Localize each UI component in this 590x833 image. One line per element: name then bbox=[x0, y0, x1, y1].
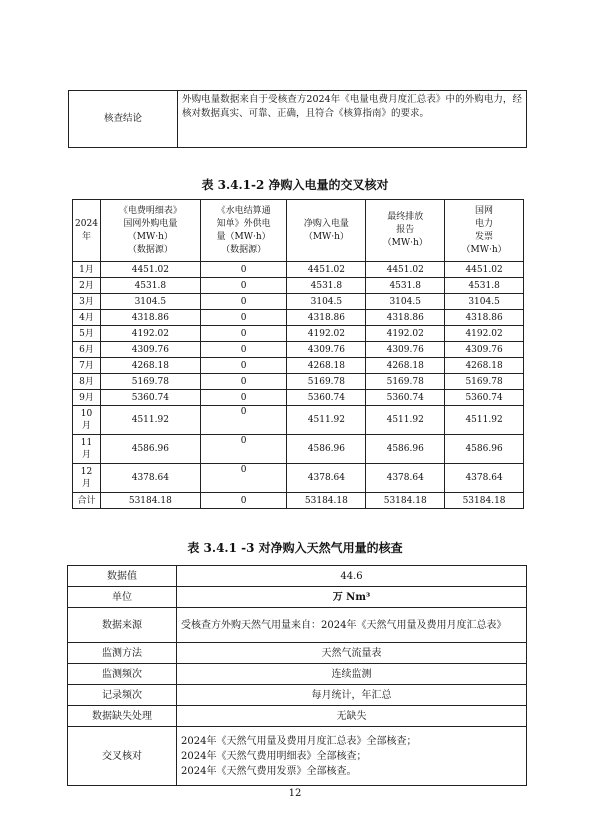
grid-invoice-header bbox=[445, 200, 524, 262]
table-row bbox=[73, 342, 524, 358]
month-text-line: 10 bbox=[80, 409, 93, 419]
grid-invoice-cell: 4378.64 bbox=[445, 464, 524, 493]
final-report-cell: 4451.02 bbox=[366, 262, 445, 278]
final-report-cell: 5169.78 bbox=[366, 374, 445, 390]
month-text-line: 9月 bbox=[79, 392, 94, 403]
header-text-line: 量（MW·h） bbox=[216, 231, 271, 242]
natural-gas-check-table bbox=[67, 565, 527, 786]
header-text-line: 《水电结算通 bbox=[216, 205, 271, 216]
header-text-line: 报告 bbox=[396, 225, 415, 235]
grid-purchase-cell: 4192.02 bbox=[100, 326, 200, 342]
grid-purchase-header bbox=[100, 200, 200, 262]
grid-invoice-cell: 4192.02 bbox=[445, 326, 524, 342]
grid-purchase-cell: 53184.18 bbox=[100, 493, 200, 509]
grid-invoice-cell: 4268.18 bbox=[445, 358, 524, 374]
month-cell bbox=[73, 435, 101, 464]
month-text-line: 5月 bbox=[79, 328, 94, 339]
grid-invoice-cell: 5169.78 bbox=[445, 374, 524, 390]
table-row bbox=[68, 685, 527, 706]
net-purchase-cell: 3104.5 bbox=[287, 294, 366, 310]
month-text-line: 11 bbox=[80, 438, 93, 448]
grid-invoice-cell: 4451.02 bbox=[445, 262, 524, 278]
header-text-line: 年 bbox=[81, 231, 91, 242]
net-purchase-cell: 4451.02 bbox=[287, 262, 366, 278]
table-row bbox=[68, 608, 527, 643]
external-supply-cell: 0 bbox=[200, 390, 287, 406]
table-row bbox=[73, 310, 524, 326]
net-purchase-cell: 4192.02 bbox=[287, 326, 366, 342]
final-report-cell: 4192.02 bbox=[366, 326, 445, 342]
external-supply-cell: 0 bbox=[200, 464, 287, 493]
final-report-cell: 4309.76 bbox=[366, 342, 445, 358]
table-row bbox=[73, 390, 524, 406]
table-row bbox=[73, 435, 524, 464]
month-text-line: 4月 bbox=[79, 312, 94, 323]
monitoring-frequency-value: 连续监测 bbox=[177, 664, 527, 685]
external-supply-header bbox=[200, 200, 287, 262]
net-purchase-header bbox=[287, 200, 366, 262]
final-report-cell: 3104.5 bbox=[366, 294, 445, 310]
month-cell bbox=[73, 406, 101, 435]
final-report-header bbox=[366, 200, 445, 262]
final-report-cell: 4531.8 bbox=[366, 278, 445, 294]
month-cell bbox=[73, 374, 101, 390]
grid-purchase-cell: 4318.86 bbox=[100, 310, 200, 326]
cross-check-line: 2024年《天然气费用明细表》全部核查； bbox=[181, 750, 367, 762]
month-cell bbox=[73, 262, 101, 278]
conclusion-label: 核查结论 bbox=[69, 91, 178, 148]
record-frequency-value: 每月统计，年汇总 bbox=[177, 685, 527, 706]
final-report-cell: 4268.18 bbox=[366, 358, 445, 374]
table-row bbox=[73, 374, 524, 390]
header-text-line: 《电费明细表》 bbox=[118, 205, 182, 216]
net-purchase-cell: 4309.76 bbox=[287, 342, 366, 358]
monitoring-method-value: 天然气流量表 bbox=[177, 643, 527, 664]
header-text-line: 国网 bbox=[475, 205, 494, 216]
data-source-label: 数据来源 bbox=[68, 608, 177, 643]
month-text-line: 月 bbox=[81, 450, 91, 460]
monitoring-frequency-label: 监测频次 bbox=[68, 664, 177, 685]
cross-check-line: 2024年《天然气费用发票》全部核查。 bbox=[181, 765, 357, 777]
external-supply-cell: 0 bbox=[200, 310, 287, 326]
missing-data-label: 数据缺失处理 bbox=[68, 706, 177, 727]
grid-purchase-cell: 5360.74 bbox=[100, 390, 200, 406]
grid-purchase-cell: 5169.78 bbox=[100, 374, 200, 390]
grid-invoice-cell: 3104.5 bbox=[445, 294, 524, 310]
unit-label: 单位 bbox=[68, 587, 177, 608]
month-text-line: 合计 bbox=[77, 495, 96, 506]
net-purchase-cell: 4586.96 bbox=[287, 435, 366, 464]
table-body bbox=[73, 262, 524, 509]
grid-purchase-cell: 4586.96 bbox=[100, 435, 200, 464]
table-row bbox=[68, 566, 527, 587]
table-row bbox=[73, 493, 524, 509]
header-text-line: 知单》外供电 bbox=[216, 218, 271, 229]
header-text-line: 最终排放 bbox=[387, 212, 424, 222]
final-report-cell: 4318.86 bbox=[366, 310, 445, 326]
unit-value: 万 Nm³ bbox=[177, 587, 527, 608]
month-text-line: 6月 bbox=[79, 344, 94, 355]
net-purchase-cell: 4268.18 bbox=[287, 358, 366, 374]
table-row bbox=[73, 406, 524, 435]
final-report-cell: 53184.18 bbox=[366, 493, 445, 509]
external-supply-cell: 0 bbox=[200, 278, 287, 294]
external-supply-cell: 0 bbox=[200, 374, 287, 390]
table-row bbox=[68, 643, 527, 664]
external-supply-cell: 0 bbox=[200, 493, 287, 509]
external-supply-cell: 0 bbox=[200, 406, 287, 435]
month-cell bbox=[73, 326, 101, 342]
header-text-line: （数据源） bbox=[127, 244, 173, 255]
net-purchase-cell: 5360.74 bbox=[287, 390, 366, 406]
month-cell bbox=[73, 278, 101, 294]
external-supply-cell: 0 bbox=[200, 342, 287, 358]
data-value: 44.6 bbox=[177, 566, 527, 587]
net-purchase-cell: 4531.8 bbox=[287, 278, 366, 294]
external-supply-cell: 0 bbox=[200, 358, 287, 374]
table-row bbox=[68, 706, 527, 727]
table-caption-gas: 表 3.4.1 -3 对净购入天然气用量的核查 bbox=[187, 541, 403, 555]
grid-invoice-cell: 4511.92 bbox=[445, 406, 524, 435]
month-text-line: 12 bbox=[80, 467, 93, 477]
conclusion-table bbox=[68, 90, 527, 148]
data-value-label: 数据值 bbox=[68, 566, 177, 587]
table-row bbox=[73, 262, 524, 278]
table-row bbox=[68, 727, 527, 786]
grid-invoice-cell: 5360.74 bbox=[445, 390, 524, 406]
external-supply-cell: 0 bbox=[200, 326, 287, 342]
header-text-line: 发票 bbox=[475, 231, 494, 242]
month-text-line: 月 bbox=[81, 421, 91, 431]
header-text-line: 2024 bbox=[75, 218, 98, 229]
table-row bbox=[73, 294, 524, 310]
grid-invoice-cell: 4586.96 bbox=[445, 435, 524, 464]
month-cell bbox=[73, 310, 101, 326]
table-caption-electricity: 表 3.4.1-2 净购入电量的交叉核对 bbox=[201, 178, 389, 192]
month-text-line: 3月 bbox=[79, 296, 94, 307]
table-row bbox=[68, 587, 527, 608]
header-text-line: （MW·h） bbox=[461, 244, 507, 255]
month-cell bbox=[73, 342, 101, 358]
record-frequency-label: 记录频次 bbox=[68, 685, 177, 706]
external-supply-cell: 0 bbox=[200, 262, 287, 278]
grid-invoice-cell: 53184.18 bbox=[445, 493, 524, 509]
header-text-line: （MW·h） bbox=[303, 231, 349, 242]
cross-check-value bbox=[177, 727, 527, 786]
page-number: 12 bbox=[288, 788, 302, 799]
month-text-line: 8月 bbox=[79, 376, 94, 387]
header-text-line: 净购入电量 bbox=[303, 218, 349, 229]
header-text-line: （数据源） bbox=[221, 244, 267, 255]
month-cell bbox=[73, 390, 101, 406]
monitoring-method-label: 监测方法 bbox=[68, 643, 177, 664]
month-text-line: 1月 bbox=[79, 264, 94, 275]
table-row bbox=[73, 278, 524, 294]
missing-data-value: 无缺失 bbox=[177, 706, 527, 727]
grid-invoice-cell: 4309.76 bbox=[445, 342, 524, 358]
net-purchase-cell: 4378.64 bbox=[287, 464, 366, 493]
header-text-line: 国网外购电量 bbox=[123, 218, 178, 229]
cross-check-line: 2024年《天然气用量及费用月度汇总表》全部核查； bbox=[181, 735, 417, 747]
net-purchase-cell: 5169.78 bbox=[287, 374, 366, 390]
grid-purchase-cell: 4451.02 bbox=[100, 262, 200, 278]
data-source-value: 受核查方外购天然气用量来自：2024年《天然气用量及费用月度汇总表》 bbox=[177, 608, 527, 643]
header-text-line: （MW·h） bbox=[382, 238, 428, 248]
month-text-line: 月 bbox=[81, 479, 91, 489]
electricity-cross-check-table bbox=[72, 199, 524, 509]
final-report-cell: 4378.64 bbox=[366, 464, 445, 493]
table-row bbox=[73, 464, 524, 493]
table-row bbox=[73, 326, 524, 342]
month-cell bbox=[73, 493, 101, 509]
month-text-line: 2月 bbox=[79, 280, 94, 291]
table-header-row bbox=[73, 200, 524, 262]
grid-purchase-cell: 4309.76 bbox=[100, 342, 200, 358]
final-report-cell: 4511.92 bbox=[366, 406, 445, 435]
final-report-cell: 4586.96 bbox=[366, 435, 445, 464]
external-supply-cell: 0 bbox=[200, 435, 287, 464]
net-purchase-cell: 4511.92 bbox=[287, 406, 366, 435]
grid-invoice-cell: 4531.8 bbox=[445, 278, 524, 294]
month-text-line: 7月 bbox=[79, 360, 94, 371]
grid-invoice-cell: 4318.86 bbox=[445, 310, 524, 326]
month-cell bbox=[73, 358, 101, 374]
grid-purchase-cell: 4268.18 bbox=[100, 358, 200, 374]
grid-purchase-cell: 4378.64 bbox=[100, 464, 200, 493]
conclusion-text: 外购电量数据来自于受核查方2024年《电量电费月度汇总表》中的外购电力，经核对数据真实、可靠、正确，且符合《核算指南》的要求。 bbox=[178, 91, 527, 148]
year-header bbox=[73, 200, 101, 262]
grid-purchase-cell: 4511.92 bbox=[100, 406, 200, 435]
net-purchase-cell: 53184.18 bbox=[287, 493, 366, 509]
cross-check-label: 交叉核对 bbox=[68, 727, 177, 786]
header-text-line: 电力 bbox=[475, 218, 494, 229]
external-supply-cell: 0 bbox=[200, 294, 287, 310]
table-row bbox=[68, 664, 527, 685]
net-purchase-cell: 4318.86 bbox=[287, 310, 366, 326]
month-cell bbox=[73, 464, 101, 493]
month-cell bbox=[73, 294, 101, 310]
grid-purchase-cell: 4531.8 bbox=[100, 278, 200, 294]
grid-purchase-cell: 3104.5 bbox=[100, 294, 200, 310]
table-row bbox=[73, 358, 524, 374]
conclusion-row bbox=[69, 91, 527, 148]
final-report-cell: 5360.74 bbox=[366, 390, 445, 406]
header-text-line: （MW·h） bbox=[127, 231, 173, 242]
